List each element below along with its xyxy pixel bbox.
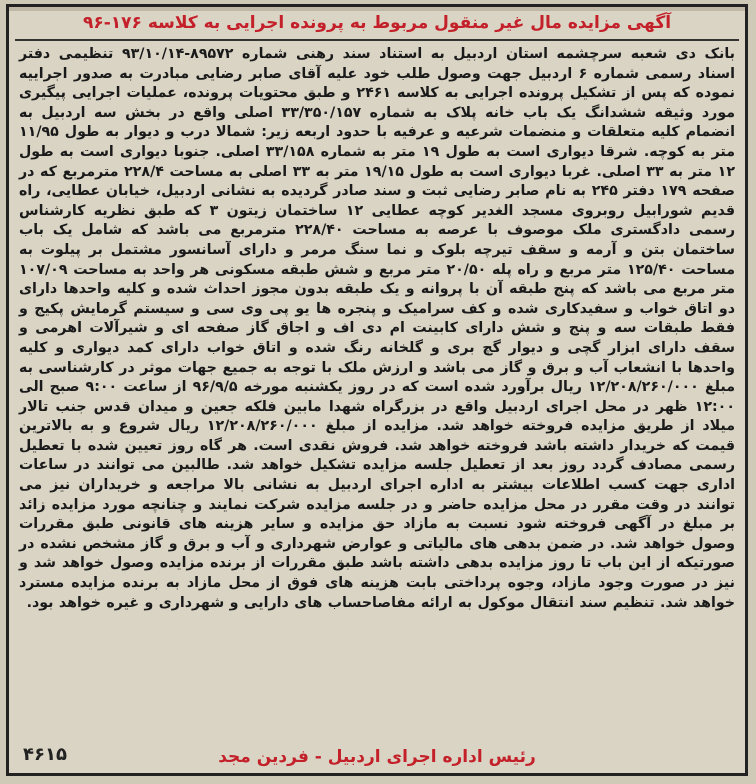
title-divider <box>15 39 739 41</box>
notice-code: ۴۶۱۵ <box>23 744 67 765</box>
notice-title: آگهی مزایده مال غیر منقول مربوط به پرونده اجرایی به کلاسه ۱۷۶-۹۶ <box>82 13 672 33</box>
notice-clipping <box>6 4 748 776</box>
notice-body: بانک دی شعبه سرچشمه استان اردبیل به استناد سند رهنی شماره ۸۹۵۷۲-۹۳/۱۰/۱۴ تنظیمی دفتر اسناد رسمی شماره ۶ اردبیل جهت وصول طلب خود علیه آقای صابر رضایی مبادرت به صدور اجراییه نموده که پس از تشکیل پرونده اجرایی به کلاسه ۲۴۶۱ و طبق محتویات پرونده، عملیات اجرایی پیگیری مورد وثیقه ششدانگ یک باب خانه پلاک به شماره ۳۳/۳۵۰/۱۵۷ اصلی واقع در بخش سه اردبیل به انضمام کلیه متعلقات و منضمات شرعیه و عرفیه با حدود اربعه زیر: شمالا درب و دیوار به طول ۱۱/۹۵ متر به کوچه. شرقا دیواری است به طول ۱۹ متر به شماره ۳۳/۱۵۸ اصلی. جنوبا دیواری است به طول ۱۲ متر به ۳۳ اصلی. غربا دیواری است به طول ۱۹/۱۵ متر به ۳۳ اصلی به مساحت ۲۲۸/۴ مترمربع که در صفحه ۱۷۹ دفتر ۲۴۵ به نام صابر رضایی ثبت و سند صادر گردیده به نشانی اردبیل، خیابان عطایی، راه قدیم شورابیل روبروی مسجد الغدیر کوچه عطایی ۱۲ ساختمان زیتون ۳ که طبق نظریه کارشناس رسمی دادگستری ملک موصوف با عرصه به مساحت ۲۲۸/۴۰ مترمربع می باشد که شامل یک باب ساختمان بتن و آرمه و سقف تیرچه بلوک و نما سنگ مرمر و دارای آسانسور مشتمل بر پیلوت به مساحت ۱۲۵/۴۰ متر مربع و راه پله ۲۰/۵۰ متر مربع و شش طبقه مسکونی هر واحد به مساحت ۱۰۷/۰۹ متر مربع می باشد که پنج طبقه آن با پروانه و یک طبقه بدون مجوز احداث شده و کلیه واحدها دارای دو اتاق خواب و سفیدکاری شده و کف سرامیک و پنجره ها یو پی وی سی و سیستم گرمایش پکیج و فقط طبقات سه و پنج و شش دارای کابینت ام دی اف و اجاق گاز صفحه ای و شیرآلات اهرمی و سقف دارای ابزار گچی و دیوار گچ بری و گلخانه رنگ شده و اتاق خواب دارای کمد دیواری و کلیه واحدها با انشعاب آب و برق و گاز می باشد و ارزش ملک با توجه به جمیع جهات موثر در کارشناسی به مبلغ ۱۲/۲۰۸/۲۶۰/۰۰۰ ریال برآورد شده است که در روز یکشنبه مورخه ۹۶/۹/۵ از ساعت ۹:۰۰ صبح الی ۱۲:۰۰ ظهر در محل اجرای اردبیل واقع در بزرگراه شهدا مابین فلکه جعین و میدان قدس جنب تالار میلاد از طریق مزایده فروخته خواهد شد. مزایده از مبلغ ۱۲/۲۰۸/۲۶۰/۰۰۰ ریال شروع و به بالاترین قیمت که خریدار داشته باشد فروخته خواهد شد. فروش نقدی است. هر گاه روز تعیین شده با تعطیل رسمی مصادف گردد روز بعد از تعطیل جلسه مزایده تشکیل خواهد شد. طالبین می توانند در ساعات اداری جهت کسب اطلاعات بیشتر به اداره اجرای اردبیل به نشانی بالا مراجعه و خریداران نیز می توانند در وقت مقرر در محل مزایده حاضر و در جلسه مزایده شرکت نمایند و چنانچه مورد مزایده زائد بر مبلغ در آگهی فروخته شود نسبت به مازاد حق مزایده و سایر هزینه های قانونی طبق مقررات وصول خواهد شد. در ضمن بدهی های مالیاتی و عوارض شهرداری و آب و برق و گاز مشخص نشده در صورتیکه از این باب تا روز مزایده بدهی داشته باشد طبق مقررات از برنده مزایده وصول خواهد شد و نیز در صورت وجود مازاد، وجوه پرداختی بابت هزینه های فوق از محل مازاد به برنده مزایده مسترد خواهد شد. تنظیم سند انتقال موکول به ارائه مفاصاحساب های دارایی و شهرداری و غیره خواهد بود. <box>19 46 736 611</box>
notice-signature: رئیس اداره اجرای اردبیل - فردین مجد <box>218 747 536 767</box>
